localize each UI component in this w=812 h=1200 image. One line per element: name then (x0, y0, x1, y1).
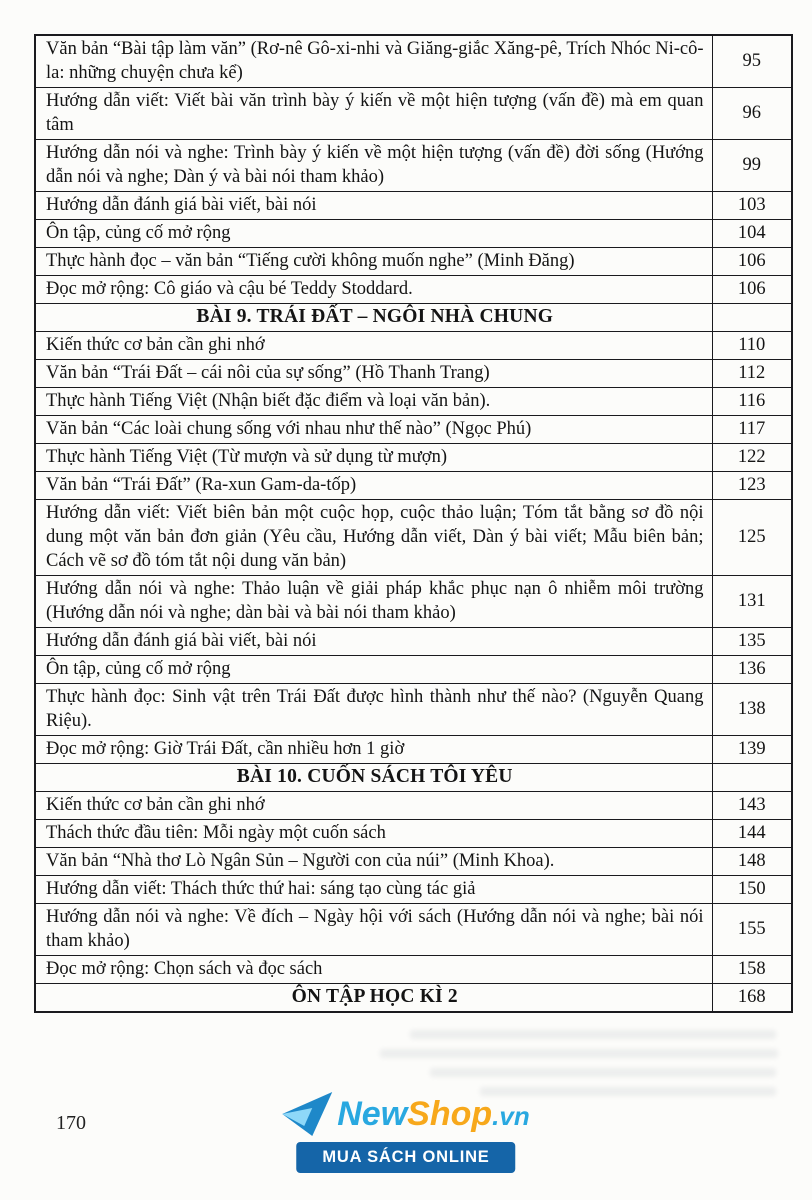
toc-row (35, 848, 792, 876)
toc-row (35, 876, 792, 904)
toc-row (35, 472, 792, 500)
newshop-arrow-icon (282, 1092, 332, 1136)
toc-entry-page: 104 (712, 220, 792, 248)
toc-entry-page: 125 (712, 500, 792, 576)
toc-entry-page: 117 (712, 416, 792, 444)
toc-entry-page: 122 (712, 444, 792, 472)
toc-entry-page: 110 (712, 332, 792, 360)
toc-entry-title: Hướng dẫn viết: Viết biên bản một cuộc họp, cuộc thảo luận; Tóm tắt bằng sơ đồ nội dung một văn bản đơn giản (Yêu cầu, Hướng dẫn viết, Dàn ý bài viết; Mẫu biên bản; Cách vẽ sơ đồ tóm tắt nội dung văn bản) (35, 500, 712, 576)
toc-row (35, 656, 792, 684)
toc-row (35, 248, 792, 276)
toc-entry-title: ÔN TẬP HỌC KÌ 2 (35, 984, 712, 1013)
toc-body (35, 35, 792, 1012)
toc-entry-page: 99 (712, 140, 792, 192)
toc-entry-page (712, 764, 792, 792)
toc-entry-page: 106 (712, 248, 792, 276)
toc-row (35, 984, 792, 1013)
toc-entry-page: 143 (712, 792, 792, 820)
toc-row (35, 304, 792, 332)
toc-entry-page: 112 (712, 360, 792, 388)
toc-entry-title: Hướng dẫn nói và nghe: Thảo luận về giải pháp khắc phục nạn ô nhiễm môi trường (Hướng dẫn nói và nghe; dàn bài và bài nói tham khảo) (35, 576, 712, 628)
toc-row (35, 736, 792, 764)
toc-row (35, 220, 792, 248)
toc-entry-title: Hướng dẫn viết: Viết bài văn trình bày ý kiến về một hiện tượng (vấn đề) mà em quan tâm (35, 88, 712, 140)
toc-entry-title: Đọc mở rộng: Chọn sách và đọc sách (35, 956, 712, 984)
logo-word-vn: .vn (492, 1100, 530, 1131)
toc-entry-title: Văn bản “Trái Đất” (Ra-xun Gam-da-tốp) (35, 472, 712, 500)
toc-entry-page: 138 (712, 684, 792, 736)
toc-entry-page: 148 (712, 848, 792, 876)
toc-entry-page: 168 (712, 984, 792, 1013)
toc-entry-page: 106 (712, 276, 792, 304)
toc-row (35, 904, 792, 956)
toc-row (35, 88, 792, 140)
toc-entry-title: BÀI 9. TRÁI ĐẤT – NGÔI NHÀ CHUNG (35, 304, 712, 332)
toc-entry-title: Đọc mở rộng: Cô giáo và cậu bé Teddy Stoddard. (35, 276, 712, 304)
toc-row (35, 576, 792, 628)
toc-row (35, 332, 792, 360)
toc-entry-title: Thực hành Tiếng Việt (Từ mượn và sử dụng từ mượn) (35, 444, 712, 472)
toc-entry-page: 155 (712, 904, 792, 956)
toc-row (35, 684, 792, 736)
toc-entry-page (712, 304, 792, 332)
toc-row (35, 192, 792, 220)
toc-entry-title: Thực hành đọc – văn bản “Tiếng cười không muốn nghe” (Minh Đăng) (35, 248, 712, 276)
mua-sach-online-banner: MUA SÁCH ONLINE (296, 1142, 515, 1173)
toc-row (35, 956, 792, 984)
toc-entry-page: 136 (712, 656, 792, 684)
toc-entry-title: Hướng dẫn đánh giá bài viết, bài nói (35, 192, 712, 220)
toc-row (35, 416, 792, 444)
toc-row (35, 820, 792, 848)
toc-row (35, 444, 792, 472)
toc-entry-page: 103 (712, 192, 792, 220)
newshop-logo-text (337, 1095, 529, 1134)
toc-entry-title: Kiến thức cơ bản cần ghi nhớ (35, 332, 712, 360)
toc-entry-title: Kiến thức cơ bản cần ghi nhớ (35, 792, 712, 820)
toc-row (35, 792, 792, 820)
toc-row (35, 140, 792, 192)
toc-entry-title: Thực hành Tiếng Việt (Nhận biết đặc điểm và loại văn bản). (35, 388, 712, 416)
toc-entry-title: Thách thức đầu tiên: Mỗi ngày một cuốn sách (35, 820, 712, 848)
toc-row (35, 276, 792, 304)
toc-entry-title: Ôn tập, củng cố mở rộng (35, 220, 712, 248)
toc-row (35, 500, 792, 576)
logo-word-new: New (337, 1094, 408, 1133)
toc-entry-page: 144 (712, 820, 792, 848)
toc-entry-page: 150 (712, 876, 792, 904)
toc-entry-title: Hướng dẫn viết: Thách thức thứ hai: sáng tạo cùng tác giả (35, 876, 712, 904)
toc-row (35, 360, 792, 388)
newshop-logo (282, 1092, 529, 1173)
toc-entry-page: 135 (712, 628, 792, 656)
toc-entry-page: 158 (712, 956, 792, 984)
toc-row (35, 35, 792, 88)
toc-entry-page: 123 (712, 472, 792, 500)
toc-entry-title: Hướng dẫn đánh giá bài viết, bài nói (35, 628, 712, 656)
toc-entry-page: 96 (712, 88, 792, 140)
toc-entry-page: 139 (712, 736, 792, 764)
toc-entry-page: 116 (712, 388, 792, 416)
toc-entry-title: Hướng dẫn nói và nghe: Trình bày ý kiến về một hiện tượng (vấn đề) đời sống (Hướng dẫn nói và nghe; Dàn ý và bài nói tham khảo) (35, 140, 712, 192)
toc-entry-title: Văn bản “Nhà thơ Lò Ngân Sủn – Người con của núi” (Minh Khoa). (35, 848, 712, 876)
toc-table (34, 34, 793, 1013)
newshop-logo-row (282, 1092, 529, 1136)
toc-entry-title: Văn bản “Các loài chung sống với nhau như thế nào” (Ngọc Phú) (35, 416, 712, 444)
toc-entry-title: BÀI 10. CUỐN SÁCH TÔI YÊU (35, 764, 712, 792)
toc-entry-title: Văn bản “Bài tập làm văn” (Rơ-nê Gô-xi-nhi và Giăng-giắc Xăng-pê, Trích Nhóc Ni-cô-la: những chuyện chưa kể) (35, 35, 712, 88)
toc-entry-title: Hướng dẫn nói và nghe: Về đích – Ngày hội với sách (Hướng dẫn nói và nghe; bài nói tham khảo) (35, 904, 712, 956)
toc-entry-title: Thực hành đọc: Sinh vật trên Trái Đất được hình thành như thế nào? (Nguyễn Quang Riệu). (35, 684, 712, 736)
toc-entry-title: Văn bản “Trái Đất – cái nôi của sự sống” (Hồ Thanh Trang) (35, 360, 712, 388)
logo-word-shop: Shop (407, 1094, 493, 1133)
toc-entry-title: Đọc mở rộng: Giờ Trái Đất, cần nhiều hơn 1 giờ (35, 736, 712, 764)
toc-row (35, 388, 792, 416)
toc-row (35, 764, 792, 792)
toc-row (35, 628, 792, 656)
toc-entry-page: 131 (712, 576, 792, 628)
page-number: 170 (56, 1112, 86, 1134)
toc-entry-title: Ôn tập, củng cố mở rộng (35, 656, 712, 684)
toc-entry-page: 95 (712, 35, 792, 88)
